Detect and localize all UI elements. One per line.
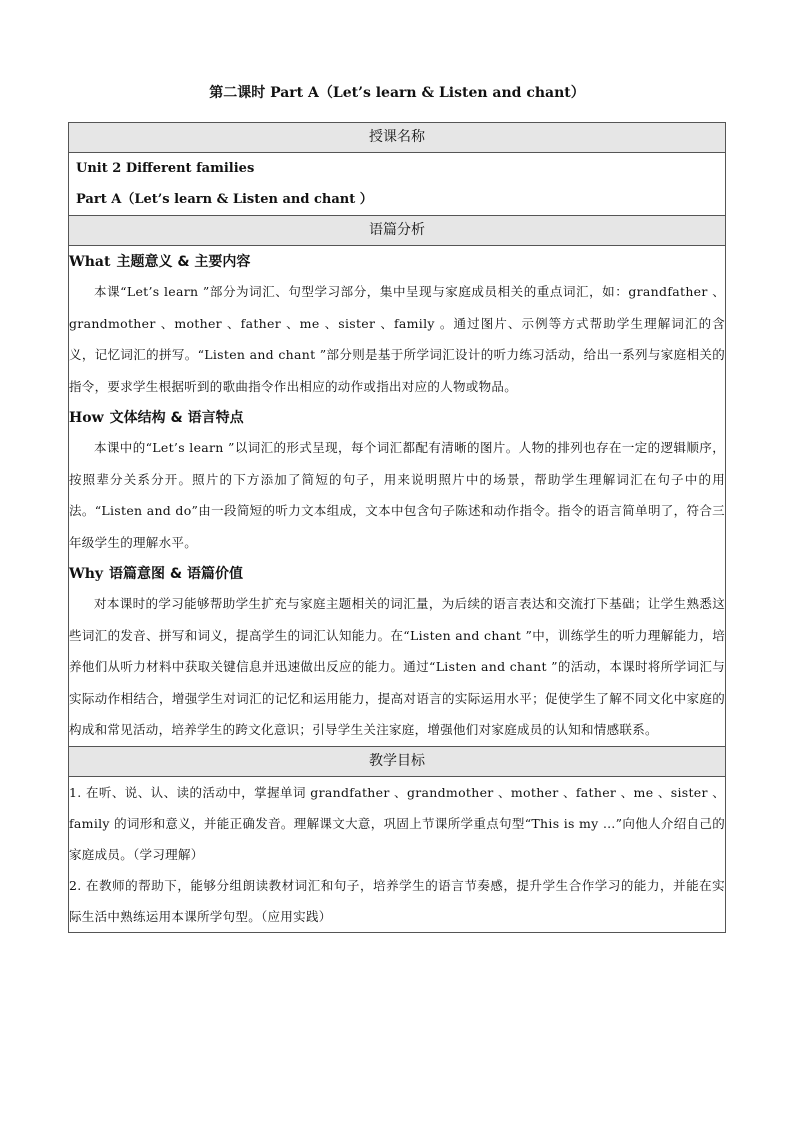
- course-name-header-row: [69, 123, 726, 153]
- why-label-cn: 语篇意图 & 语篇价值: [109, 566, 244, 582]
- what-paragraph: 本课“Let’s learn ”部分为词汇、句型学习部分，集中呈现与家庭成员相关的重点词汇，如：grandfather 、grandmother 、mother 、father 、me 、sister 、family 。通过图片、示例等方式帮助学生理解词汇的含义，记忆词汇的拼写。“Listen and chant ”部分则是基于所学词汇设计的听力练习活动，给出一系列与家庭相关的指令，要求学生根据听到的歌曲指令作出相应的动作或指出对应的人物或物品。: [69, 284, 725, 394]
- unit-title: Unit 2 Different families: [76, 161, 255, 176]
- objectives-header-row: [69, 746, 726, 776]
- lesson-plan-table: [68, 122, 726, 933]
- why-paragraph: 对本课时的学习能够帮助学生扩充与家庭主题相关的词汇量，为后续的语言表达和交流打下基础；让学生熟悉这些词汇的发音、拼写和词义，提高学生的词汇认知能力。在“Listen and chant ”中，训练学生的听力理解能力，培养他们从听力材料中获取关键信息并迅速做出反应的能力。通过“Listen and chant ”的活动，本课时将所学词汇与实际动作相结合，增强学生对词汇的记忆和运用能力，提高对语言的实际运用水平；促使学生了解不同文化中家庭的构成和常见活动，培养学生的跨文化意识；引导学生关注家庭，增强他们对家庭成员的认知和情感联系。: [69, 596, 725, 737]
- objective-item-2: 2. 在教师的帮助下，能够分组朗读教材词汇和句子，培养学生的语言节奏感，提升学生合作学习的能力，并能在实际生活中熟练运用本课所学句型。（应用实践）: [69, 877, 725, 924]
- objectives-row: [69, 776, 726, 932]
- what-label-en: What: [69, 254, 111, 270]
- how-label-en: How: [69, 410, 104, 426]
- why-label-en: Why: [69, 566, 104, 582]
- analysis-header: 语篇分析: [69, 216, 726, 246]
- what-label-cn: 主题意义 & 主要内容: [116, 254, 251, 270]
- how-label-cn: 文体结构 & 语言特点: [109, 410, 244, 426]
- objectives-header: 教学目标: [69, 746, 726, 776]
- analysis-cell: [69, 246, 726, 747]
- how-heading: [69, 404, 725, 432]
- objective-item-1: 1. 在听、说、认、读的活动中，掌握单词 grandfather 、grandmother 、mother 、father 、me 、sister 、family 的词形和意义，并能正确发音。理解课文大意，巩固上节课所学重点句型“This is my …”向他人介绍自己的家庭成员。（学习理解）: [69, 784, 725, 862]
- how-paragraph: 本课中的“Let’s learn ”以词汇的形式呈现，每个词汇都配有清晰的图片。人物的排列也存在一定的逻辑顺序，按照辈分关系分开。照片的下方添加了简短的句子，用来说明照片中的场景，帮助学生理解词汇在句子中的用法。“Listen and do”由一段简短的听力文本组成，文本中包含句子陈述和动作指令。指令的语言简单明了，符合三年级学生的理解水平。: [69, 440, 725, 550]
- part-title: Part A（Let’s learn & Listen and chant ）: [76, 192, 373, 207]
- course-name-row: [69, 153, 726, 216]
- course-name-cell: [69, 153, 726, 216]
- course-name-header: 授课名称: [69, 123, 726, 153]
- document-title: 第二课时 Part A（Let’s learn & Listen and chant）: [209, 85, 585, 101]
- what-heading: [69, 248, 725, 276]
- objectives-cell: [69, 776, 726, 932]
- analysis-row: [69, 246, 726, 747]
- why-heading: [69, 560, 725, 588]
- analysis-header-row: [69, 216, 726, 246]
